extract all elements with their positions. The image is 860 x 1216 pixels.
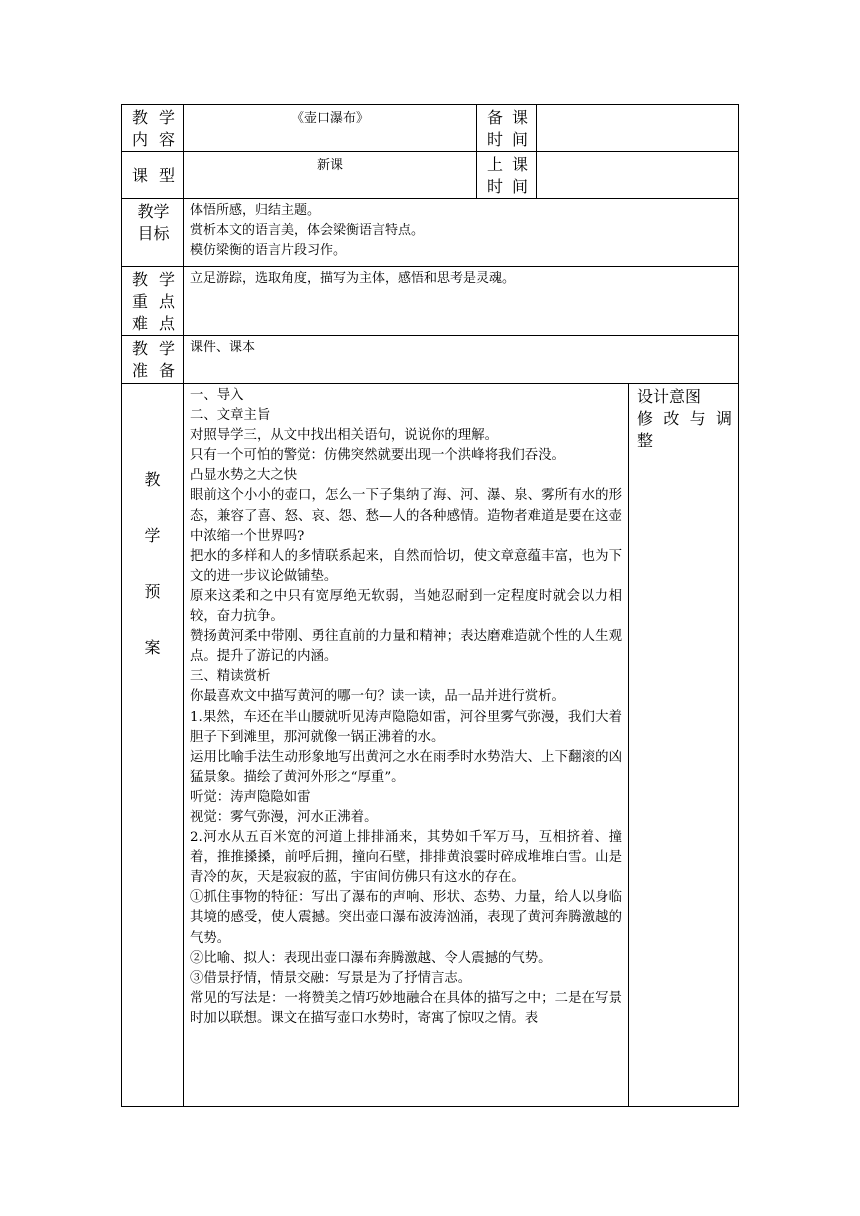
lesson-plan-table — [121, 104, 739, 1107]
objective-line: 赏析本文的语言美，体会梁衡语言特点。 — [190, 223, 425, 238]
key-points-text: 立足游踪，选取角度，描写为主体，感悟和思考是灵魂。 — [184, 267, 739, 336]
objectives-text — [184, 199, 739, 267]
row-teaching-plan — [122, 384, 739, 1107]
design-intent-header: 设计意图 修 改 与 调 整 — [637, 387, 732, 450]
label-line: 上 课 — [487, 155, 528, 174]
label-key-points: 教 学 重 点 难 点 — [122, 267, 184, 336]
label-line: 时 间 — [487, 130, 528, 149]
plan-paragraph: 2.河水从五百米宽的河道上排排涌来，其势如千军万马，互相挤着、撞着，推推搡搡，前呼后拥，撞向石壁，排排黄浪霎时碎成堆堆白雪。山是青冷的灰，天是寂寂的蓝，宇宙间仿佛只有这水的存在。 — [190, 830, 622, 886]
label-class-time — [477, 152, 537, 199]
plan-paragraph: 只有一个可怕的警觉：仿佛突然就要出现一个洪峰将我们吞没。 — [190, 448, 565, 464]
plan-paragraph: 一、导入 — [190, 388, 244, 403]
plan-paragraph: 1.果然，车还在半山腰就听见涛声隐隐如雷，河谷里雾气弥漫，我们大着胆子下到滩里，那河就像一锅正沸着的水。 — [190, 709, 622, 745]
plan-paragraph: 赞扬黄河柔中带刚、勇往直前的力量和精神；表达磨难造就个性的人生观点。提升了游记的内涵。 — [190, 629, 622, 665]
row-key-points — [122, 267, 739, 336]
class-time-value — [537, 152, 739, 199]
plan-paragraph: 视觉：雾气弥漫，河水正沸着。 — [190, 809, 378, 825]
plan-paragraph: 你最喜欢文中描写黄河的哪一句？读一读，品一品并进行赏析。 — [190, 689, 565, 705]
label-lesson-type: 课 型 — [122, 152, 184, 199]
preparation-text: 课件、课本 — [184, 336, 739, 384]
prep-time-value — [537, 105, 739, 152]
plan-paragraph: 常见的写法是：一将赞美之情巧妙地融合在具体的描写之中；二是在写景时加以联想。课文在描写壶口水势时，寄寓了惊叹之情。表 — [190, 990, 622, 1026]
plan-paragraph: ①抓住事物的特征：写出了瀑布的声响、形状、态势、力量，给人以身临其境的感受，使人震撼。突出壶口瀑布波涛汹涌，表现了黄河奔腾激越的气势。 — [190, 890, 622, 946]
label-objectives: 教学 目标 — [122, 199, 184, 267]
design-intent-column — [629, 384, 739, 1107]
plan-paragraph: 运用比喻手法生动形象地写出黄河之水在雨季时水势浩大、上下翻滚的凶猛景象。描绘了黄河外形之“厚重”。 — [190, 749, 622, 785]
row-objectives — [122, 199, 739, 267]
label-line: 备 课 — [487, 108, 528, 127]
design-intent-body — [629, 454, 738, 1106]
plan-paragraph: 二、文章主旨 — [190, 408, 271, 424]
row-type — [122, 152, 739, 199]
plan-paragraph: ②比喻、拟人：表现出壶口瀑布奔腾激越、令人震撼的气势。 — [190, 950, 552, 966]
objective-line: 体悟所感，归结主题。 — [190, 203, 321, 218]
objective-line: 模仿梁衡的语言片段习作。 — [190, 243, 347, 258]
row-content — [122, 105, 739, 152]
lesson-type-value: 新课 — [184, 152, 477, 199]
label-preparation: 教 学 准 备 — [122, 336, 184, 384]
label-prep-time — [477, 105, 537, 152]
label-line: 时 间 — [487, 177, 528, 196]
plan-paragraph: ③借景抒情，情景交融：写景是为了抒情言志。 — [190, 970, 472, 986]
plan-paragraph: 把水的多样和人的多情联系起来，自然而恰切，使文章意蕴丰富，也为下文的进一步议论做铺垫。 — [190, 548, 622, 584]
plan-paragraph: 凸显水势之大之快 — [190, 468, 298, 484]
lesson-title: 《壶口瀑布》 — [184, 105, 477, 152]
plan-paragraph: 对照导学三，从文中找出相关语句，说说你的理解。 — [190, 428, 498, 444]
row-preparation — [122, 336, 739, 384]
label-line: 内 容 — [132, 130, 175, 149]
plan-paragraph: 三、精读赏析 — [190, 669, 271, 685]
label-line: 教 学 — [132, 108, 175, 127]
plan-paragraph: 眼前这个小小的壶口，怎么一下子集纳了海、河、瀑、泉、雾所有水的形态，兼容了喜、怒、哀、怨、愁—人的各种感情。造物者难道是要在这壶中浓缩一个世界吗? — [190, 488, 622, 544]
plan-paragraph: 原来这柔和之中只有宽厚绝无软弱，当她忍耐到一定程度时就会以力相较，奋力抗争。 — [190, 588, 622, 625]
label-teaching-plan: 教 学 预 案 — [122, 384, 184, 1107]
plan-paragraph: 听觉：涛声隐隐如雷 — [190, 789, 311, 805]
label-teaching-content — [122, 105, 184, 152]
teaching-plan-body — [184, 384, 629, 1107]
